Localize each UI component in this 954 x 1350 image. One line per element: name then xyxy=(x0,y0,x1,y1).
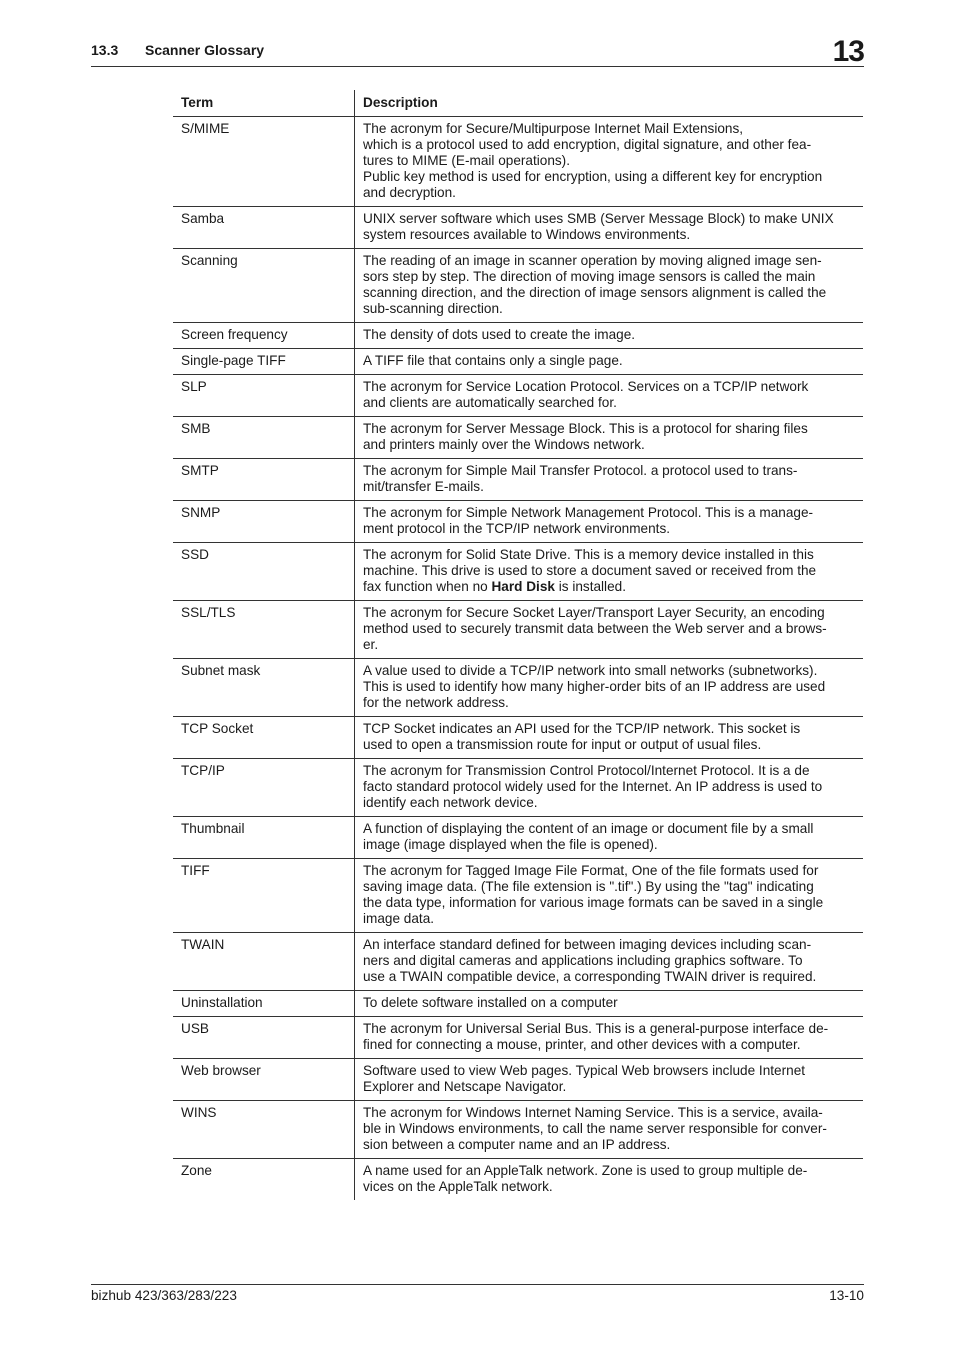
glossary-description: The acronym for Server Message Block. This is a protocol for sharing files and printers mainly over the Windows network. xyxy=(355,417,864,459)
glossary-term: SSL/TLS xyxy=(173,601,355,659)
glossary-term: Thumbnail xyxy=(173,817,355,859)
glossary-term: TCP Socket xyxy=(173,717,355,759)
column-header-term: Term xyxy=(173,90,355,117)
description-text: The acronym for Solid State Drive. This is a memory device installed in this machine. This drive is used to store a document saved or received from the fax function when no xyxy=(363,547,817,594)
glossary-term: Scanning xyxy=(173,249,355,323)
glossary-description: The reading of an image in scanner operation by moving aligned image sen- sors step by step. The direction of moving image sensors is called the main scanning direction, and the direction of image sensors alignment is called the sub-scanning direction. xyxy=(355,249,864,323)
glossary-description: The density of dots used to create the image. xyxy=(355,323,864,349)
table-row xyxy=(173,459,863,501)
glossary-term: USB xyxy=(173,1017,355,1059)
glossary-description: The acronym for Simple Mail Transfer Protocol. a protocol used to trans- mit/transfer E-mails. xyxy=(355,459,864,501)
description-text: is installed. xyxy=(554,579,626,594)
glossary-description: A value used to divide a TCP/IP network into small networks (subnetworks). This is used to identify how many higher-order bits of an IP address are used for the network address. xyxy=(355,659,864,717)
table-row xyxy=(173,249,863,323)
glossary-description: An interface standard defined for between imaging devices including scan- ners and digital cameras and applications including graphics software. To use a TWAIN compatible device, a corresponding TWAIN driver is required. xyxy=(355,933,864,991)
glossary-description: The acronym for Universal Serial Bus. This is a general-purpose interface de- fined for connecting a mouse, printer, and other devices with a computer. xyxy=(355,1017,864,1059)
glossary-term: TIFF xyxy=(173,859,355,933)
table-row xyxy=(173,759,863,817)
table-row xyxy=(173,933,863,991)
glossary-description: To delete software installed on a computer xyxy=(355,991,864,1017)
glossary-term: SLP xyxy=(173,375,355,417)
table-row xyxy=(173,601,863,659)
glossary-term: TCP/IP xyxy=(173,759,355,817)
glossary-term: Samba xyxy=(173,207,355,249)
table-row xyxy=(173,543,863,601)
glossary-description xyxy=(355,543,864,601)
glossary-term: Zone xyxy=(173,1159,355,1201)
glossary-term: WINS xyxy=(173,1101,355,1159)
section-number: 13.3 xyxy=(91,42,119,58)
table-row xyxy=(173,323,863,349)
glossary-description: TCP Socket indicates an API used for the TCP/IP network. This socket is used to open a transmission route for input or output of usual files. xyxy=(355,717,864,759)
glossary-term: SSD xyxy=(173,543,355,601)
glossary-term: SMB xyxy=(173,417,355,459)
footer-model: bizhub 423/363/283/223 xyxy=(91,1288,237,1303)
table-row xyxy=(173,1101,863,1159)
glossary-term: Subnet mask xyxy=(173,659,355,717)
glossary-term: Uninstallation xyxy=(173,991,355,1017)
table-row xyxy=(173,501,863,543)
table-header-row xyxy=(173,90,863,117)
table-row xyxy=(173,859,863,933)
table-row xyxy=(173,817,863,859)
table-row xyxy=(173,1159,863,1201)
table-row xyxy=(173,717,863,759)
glossary-term: S/MIME xyxy=(173,117,355,207)
glossary-term: Single-page TIFF xyxy=(173,349,355,375)
glossary-description: The acronym for Tagged Image File Format, One of the file formats used for saving image data. (The file extension is ".tif".) By using the "tag" indicating the data type, information for various image formats can be saved in a single image data. xyxy=(355,859,864,933)
column-header-description: Description xyxy=(355,90,864,117)
glossary-description: The acronym for Service Location Protocol. Services on a TCP/IP network and clients are automatically searched for. xyxy=(355,375,864,417)
glossary-description: A TIFF file that contains only a single page. xyxy=(355,349,864,375)
table-row xyxy=(173,991,863,1017)
glossary-body xyxy=(173,117,863,1201)
chapter-number: 13 xyxy=(832,35,864,68)
glossary-description: The acronym for Secure Socket Layer/Transport Layer Security, an encoding method used to securely transmit data between the Web server and a brows- er. xyxy=(355,601,864,659)
glossary-term: SNMP xyxy=(173,501,355,543)
table-row xyxy=(173,659,863,717)
glossary-description: A function of displaying the content of an image or document file by a small image (image displayed when the file is opened). xyxy=(355,817,864,859)
table-row xyxy=(173,417,863,459)
page-footer xyxy=(91,1284,864,1303)
glossary-description: The acronym for Windows Internet Naming Service. This is a service, availa- ble in Windows environments, to call the name server responsible for conver- sion between a computer name and an IP address. xyxy=(355,1101,864,1159)
table-row xyxy=(173,117,863,207)
glossary-description: The acronym for Simple Network Management Protocol. This is a manage- ment protocol in the TCP/IP network environments. xyxy=(355,501,864,543)
footer-page-number: 13-10 xyxy=(829,1288,864,1303)
glossary-term: Web browser xyxy=(173,1059,355,1101)
table-row xyxy=(173,207,863,249)
glossary-description: Software used to view Web pages. Typical Web browsers include Internet Explorer and Netscape Navigator. xyxy=(355,1059,864,1101)
glossary-term: Screen frequency xyxy=(173,323,355,349)
glossary-description: A name used for an AppleTalk network. Zone is used to group multiple de- vices on the AppleTalk network. xyxy=(363,1163,808,1194)
section-title: Scanner Glossary xyxy=(145,42,265,58)
glossary-table xyxy=(173,90,863,1200)
table-row xyxy=(173,375,863,417)
table-row xyxy=(173,349,863,375)
glossary-description: The acronym for Secure/Multipurpose Internet Mail Extensions, which is a protocol used to add encryption, digital signature, and other fea- tures to MIME (E-mail operations). Public key method is used for encryption, using a different key for encryption and decryption. xyxy=(355,117,864,207)
glossary-term: SMTP xyxy=(173,459,355,501)
glossary-description: The acronym for Transmission Control Protocol/Internet Protocol. It is a de facto standard protocol widely used for the Internet. An IP address is used to identify each network device. xyxy=(355,759,864,817)
glossary-description: UNIX server software which uses SMB (Server Message Block) to make UNIX system resources available to Windows environments. xyxy=(355,207,864,249)
table-row xyxy=(173,1059,863,1101)
description-emphasis: Hard Disk xyxy=(491,579,555,594)
glossary-term: TWAIN xyxy=(173,933,355,991)
table-row xyxy=(173,1017,863,1059)
page-header xyxy=(91,35,864,68)
